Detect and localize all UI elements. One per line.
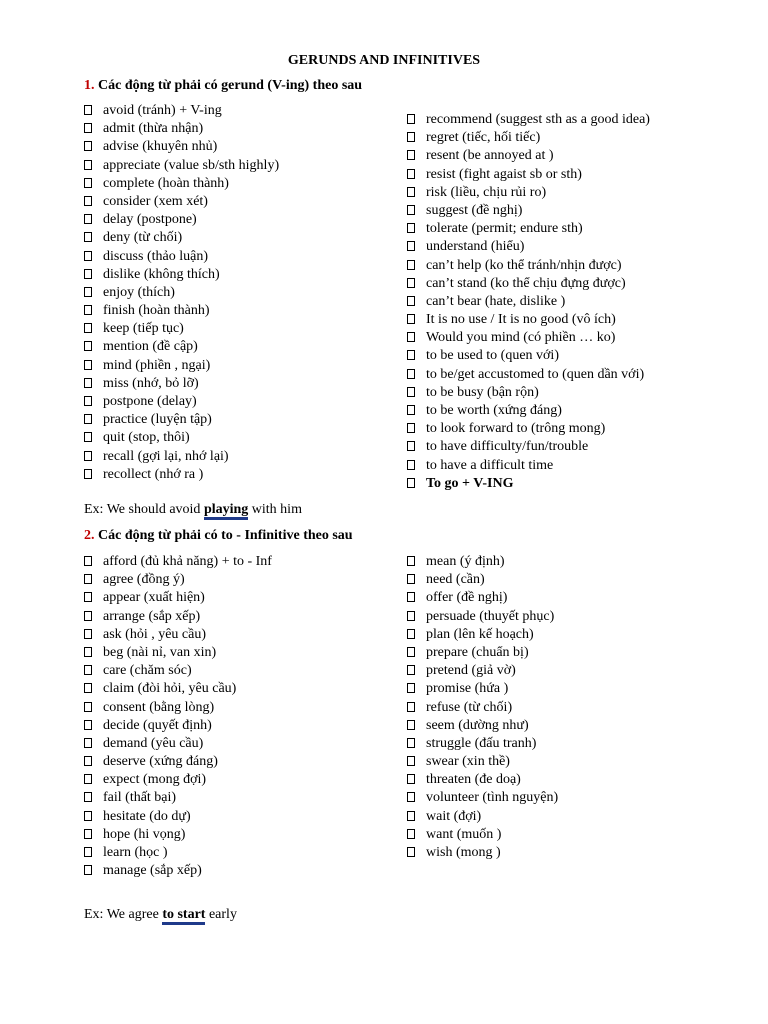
list-item-text: practice (luyện tập) — [103, 412, 212, 428]
section-2-number: 2. — [84, 528, 95, 543]
checkbox-glyph-icon — [407, 132, 415, 142]
list-item-text: learn (học ) — [103, 845, 168, 860]
list-item-text: miss (nhớ, bỏ lỡ) — [103, 375, 199, 391]
list-item — [84, 320, 279, 338]
checkbox-glyph-icon — [84, 847, 92, 857]
checkbox-glyph-icon — [84, 556, 92, 566]
list-item — [84, 717, 272, 735]
checkbox-glyph-icon — [407, 169, 415, 179]
checkbox-glyph-icon — [84, 178, 92, 188]
list-item — [84, 789, 272, 807]
checkbox-glyph-icon — [407, 611, 415, 621]
section-1-heading-text: Các động từ phải có gerund (V-ing) theo sau — [94, 78, 363, 93]
list-item — [84, 771, 272, 789]
example-1-highlight: playing — [204, 502, 248, 520]
checkbox-glyph-icon — [407, 205, 415, 215]
checkbox-glyph-icon — [84, 811, 92, 821]
list-item — [407, 166, 650, 184]
checkbox-glyph-icon — [407, 829, 415, 839]
checkbox-glyph-icon — [407, 423, 415, 433]
list-item-text: to be worth (xứng đáng) — [426, 403, 562, 418]
list-item — [407, 644, 558, 662]
list-item — [84, 120, 279, 138]
list-item — [407, 111, 650, 129]
list-item-text: wait (đợi) — [426, 808, 482, 824]
list-item-text: to be used to (quen với) — [426, 348, 559, 364]
list-item-text: appear (xuất hiện) — [103, 590, 205, 606]
checkbox-glyph-icon — [407, 811, 415, 821]
list-item-text: mind (phiền , ngại) — [103, 357, 211, 373]
list-item — [84, 102, 279, 120]
example-2-highlight: to start — [162, 907, 205, 925]
list-item-text: recollect (nhớ ra ) — [103, 466, 204, 482]
checkbox-glyph-icon — [407, 574, 415, 584]
checkbox-glyph-icon — [84, 214, 92, 224]
list-item-text: care (chăm sóc) — [103, 663, 192, 679]
checkbox-glyph-icon — [84, 574, 92, 584]
list-item-text: to be/get accustomed to (quen dần với) — [426, 366, 645, 382]
checkbox-glyph-icon — [84, 105, 92, 115]
checkbox-glyph-icon — [84, 756, 92, 766]
list-item-text: resent (be annoyed at ) — [426, 148, 554, 164]
checkbox-glyph-icon — [407, 260, 415, 270]
checkbox-glyph-icon — [84, 865, 92, 875]
section-1-example — [84, 502, 302, 518]
list-item-text: can’t stand (ko thể chịu đựng được) — [426, 275, 626, 291]
list-item — [84, 266, 279, 284]
list-item — [84, 302, 279, 320]
list-item-text: persuade (thuyết phục) — [426, 608, 555, 624]
list-item-text: hope (hi vọng) — [103, 826, 186, 842]
list-item-text: suggest (đề nghị) — [426, 202, 523, 218]
list-item-text: resist (fight agaist sb or sth) — [426, 166, 582, 182]
checkbox-glyph-icon — [84, 469, 92, 479]
checkbox-glyph-icon — [84, 792, 92, 802]
list-item-text: admit (thừa nhận) — [103, 121, 204, 137]
section-2-heading-text: Các động từ phải có to - Infinitive theo sau — [94, 528, 353, 543]
list-item-text: tolerate (permit; endure sth) — [426, 221, 583, 237]
list-item-text: want (muốn ) — [426, 826, 502, 842]
list-item — [407, 347, 650, 365]
list-item-text: offer (đề nghị) — [426, 590, 508, 606]
checkbox-glyph-icon — [84, 629, 92, 639]
list-item-text: keep (tiếp tục) — [103, 321, 184, 337]
list-item-text: afford (đủ khả năng) + to - Inf — [103, 554, 272, 569]
checkbox-glyph-icon — [407, 387, 415, 397]
checkbox-glyph-icon — [407, 629, 415, 639]
list-item — [84, 644, 272, 662]
list-item — [407, 589, 558, 607]
list-item-text: consent (bằng lòng) — [103, 699, 215, 715]
list-item — [407, 293, 650, 311]
list-item-text: pretend (giả vờ) — [426, 663, 516, 679]
list-item — [407, 680, 558, 698]
list-item-text: It is no use / It is no good (vô ích) — [426, 312, 616, 328]
list-item-text: mention (đề cập) — [103, 339, 198, 355]
list-item — [407, 238, 650, 256]
list-item-text: appreciate (value sb/sth highly) — [103, 157, 280, 173]
list-item — [407, 384, 650, 402]
checkbox-glyph-icon — [84, 592, 92, 602]
list-item-text: regret (tiếc, hối tiếc) — [426, 130, 541, 146]
list-item — [84, 357, 279, 375]
checkbox-glyph-icon — [84, 774, 92, 784]
checkbox-glyph-icon — [407, 114, 415, 124]
checkbox-glyph-icon — [407, 738, 415, 748]
checkbox-glyph-icon — [407, 350, 415, 360]
checkbox-glyph-icon — [84, 414, 92, 424]
list-item — [407, 366, 650, 384]
section-1-number: 1. — [84, 78, 95, 93]
checkbox-glyph-icon — [84, 251, 92, 261]
list-item — [84, 735, 272, 753]
list-item-text: struggle (đấu tranh) — [426, 735, 537, 751]
checkbox-glyph-icon — [407, 223, 415, 233]
list-item-text: prepare (chuẩn bị) — [426, 644, 529, 660]
list-item — [407, 699, 558, 717]
checkbox-glyph-icon — [84, 141, 92, 151]
list-item-text: manage (sắp xếp) — [103, 863, 202, 879]
list-item — [84, 626, 272, 644]
checkbox-glyph-icon — [407, 187, 415, 197]
list-item — [84, 862, 272, 880]
list-item-text: advise (khuyên nhủ) — [103, 139, 218, 155]
checkbox-glyph-icon — [84, 269, 92, 279]
list-item — [84, 608, 272, 626]
list-item-text: promise (hứa ) — [426, 681, 509, 697]
list-item-text: recommend (suggest sth as a good idea) — [426, 112, 650, 127]
list-item-text: Would you mind (có phiền … ko) — [426, 330, 616, 346]
list-item-text: decide (quyết định) — [103, 717, 212, 733]
list-item — [84, 808, 272, 826]
section-2-left-list — [84, 553, 272, 880]
list-item — [84, 699, 272, 717]
checkbox-glyph-icon — [84, 232, 92, 242]
checkbox-glyph-icon — [84, 451, 92, 461]
checkbox-glyph-icon — [84, 360, 92, 370]
checkbox-glyph-icon — [407, 665, 415, 675]
list-item — [84, 589, 272, 607]
checkbox-glyph-icon — [407, 150, 415, 160]
list-item — [84, 157, 279, 175]
list-item-text: claim (đòi hỏi, yêu cầu) — [103, 681, 237, 697]
checkbox-glyph-icon — [407, 647, 415, 657]
list-item-text: To go + V-ING — [426, 475, 514, 491]
list-item-text: deny (từ chối) — [103, 230, 183, 246]
list-item — [407, 329, 650, 347]
list-item — [407, 275, 650, 293]
checkbox-glyph-icon — [407, 241, 415, 251]
list-item — [407, 553, 558, 571]
checkbox-glyph-icon — [407, 460, 415, 470]
checkbox-glyph-icon — [407, 702, 415, 712]
list-item-text: refuse (từ chối) — [426, 699, 513, 715]
example-2-before: Ex: We agree — [84, 907, 163, 922]
list-item — [84, 175, 279, 193]
page-title: GERUNDS AND INFINITIVES — [287, 53, 481, 68]
list-item — [84, 429, 279, 447]
section-1-left-list — [84, 102, 279, 484]
list-item-text: dislike (không thích) — [103, 266, 220, 282]
list-item — [84, 229, 279, 247]
list-item-text: quit (stop, thôi) — [103, 430, 190, 446]
checkbox-glyph-icon — [84, 378, 92, 388]
section-1-heading — [84, 78, 362, 94]
checkbox-glyph-icon — [407, 278, 415, 288]
list-item-text: expect (mong đợi) — [103, 772, 207, 788]
list-item-text: fail (thất bại) — [103, 790, 177, 806]
list-item-text: hesitate (do dự) — [103, 808, 191, 824]
checkbox-glyph-icon — [84, 196, 92, 206]
list-item-text: to be busy (bận rộn) — [426, 384, 539, 400]
checkbox-glyph-icon — [84, 432, 92, 442]
list-item-text: to look forward to (trông mong) — [426, 421, 606, 437]
list-item — [407, 311, 650, 329]
checkbox-glyph-icon — [84, 683, 92, 693]
section-2-example — [84, 907, 237, 923]
list-item — [407, 475, 650, 493]
list-item — [407, 771, 558, 789]
list-item — [407, 662, 558, 680]
list-item-text: can’t help (ko thể tránh/nhịn được) — [426, 257, 622, 273]
checkbox-glyph-icon — [407, 592, 415, 602]
list-item-text: postpone (delay) — [103, 394, 197, 409]
checkbox-glyph-icon — [84, 305, 92, 315]
list-item-text: ask (hỏi , yêu cầu) — [103, 626, 207, 642]
checkbox-glyph-icon — [407, 683, 415, 693]
list-item — [84, 284, 279, 302]
list-item-text: finish (hoàn thành) — [103, 303, 210, 319]
checkbox-glyph-icon — [84, 829, 92, 839]
checkbox-glyph-icon — [407, 478, 415, 488]
list-item — [84, 662, 272, 680]
checkbox-glyph-icon — [407, 556, 415, 566]
list-item — [407, 717, 558, 735]
list-item — [407, 571, 558, 589]
section-2-right-list — [407, 553, 558, 862]
list-item — [84, 338, 279, 356]
list-item-text: discuss (thảo luận) — [103, 248, 208, 264]
list-item-text: arrange (sắp xếp) — [103, 608, 201, 624]
list-item — [407, 420, 650, 438]
list-item-text: swear (xin thề) — [426, 754, 510, 770]
list-item — [407, 626, 558, 644]
list-item-text: mean (ý định) — [426, 554, 505, 569]
list-item-text: threaten (đe doạ) — [426, 772, 521, 788]
list-item-text: seem (dường như) — [426, 717, 529, 733]
checkbox-glyph-icon — [84, 160, 92, 170]
list-item-text: can’t bear (hate, dislike ) — [426, 293, 566, 309]
list-item — [407, 184, 650, 202]
checkbox-glyph-icon — [84, 323, 92, 333]
list-item — [407, 257, 650, 275]
checkbox-glyph-icon — [84, 720, 92, 730]
checkbox-glyph-icon — [84, 396, 92, 406]
list-item — [84, 466, 279, 484]
checkbox-glyph-icon — [407, 405, 415, 415]
section-2-heading — [84, 528, 353, 544]
list-item-text: to have difficulty/fun/trouble — [426, 439, 589, 455]
list-item-text: to have a difficult time — [426, 457, 554, 473]
list-item — [84, 411, 279, 429]
list-item — [84, 571, 272, 589]
example-1-after: with him — [248, 502, 302, 517]
list-item — [407, 808, 558, 826]
list-item-text: beg (nài nỉ, van xin) — [103, 644, 217, 660]
checkbox-glyph-icon — [84, 738, 92, 748]
list-item — [407, 789, 558, 807]
list-item — [407, 608, 558, 626]
checkbox-glyph-icon — [407, 774, 415, 784]
list-item — [84, 393, 279, 411]
list-item-text: volunteer (tình nguyện) — [426, 790, 559, 806]
checkbox-glyph-icon — [407, 369, 415, 379]
example-2-after: early — [205, 907, 237, 922]
checkbox-glyph-icon — [84, 647, 92, 657]
list-item — [84, 553, 272, 571]
list-item — [84, 211, 279, 229]
list-item-text: need (cần) — [426, 572, 485, 588]
checkbox-glyph-icon — [84, 287, 92, 297]
checkbox-glyph-icon — [84, 123, 92, 133]
list-item-text: avoid (tránh) + V-ing — [103, 103, 222, 118]
list-item-text: recall (gợi lại, nhớ lại) — [103, 448, 229, 464]
list-item-text: consider (xem xét) — [103, 193, 208, 209]
list-item-text: enjoy (thích) — [103, 284, 175, 300]
checkbox-glyph-icon — [84, 341, 92, 351]
checkbox-glyph-icon — [84, 665, 92, 675]
list-item-text: plan (lên kế hoạch) — [426, 626, 534, 642]
checkbox-glyph-icon — [407, 792, 415, 802]
list-item-text: understand (hiểu) — [426, 239, 525, 255]
list-item — [84, 844, 272, 862]
list-item — [84, 448, 279, 466]
checkbox-glyph-icon — [84, 611, 92, 621]
list-item — [84, 138, 279, 156]
section-1-right-list — [407, 111, 650, 493]
checkbox-glyph-icon — [84, 702, 92, 712]
list-item — [407, 438, 650, 456]
checkbox-glyph-icon — [407, 332, 415, 342]
list-item — [84, 680, 272, 698]
list-item — [84, 753, 272, 771]
checkbox-glyph-icon — [407, 296, 415, 306]
list-item — [407, 826, 558, 844]
list-item — [84, 193, 279, 211]
list-item — [84, 826, 272, 844]
list-item-text: agree (đồng ý) — [103, 572, 185, 588]
list-item-text: wish (mong ) — [426, 845, 501, 860]
list-item-text: complete (hoàn thành) — [103, 175, 229, 191]
list-item — [84, 375, 279, 393]
list-item-text: delay (postpone) — [103, 212, 197, 228]
list-item — [407, 147, 650, 165]
list-item — [407, 202, 650, 220]
list-item-text: demand (yêu cầu) — [103, 735, 204, 751]
list-item-text: risk (liều, chịu rủi ro) — [426, 184, 547, 200]
list-item — [407, 844, 558, 862]
example-1-before: Ex: We should avoid — [84, 502, 204, 517]
checkbox-glyph-icon — [407, 720, 415, 730]
checkbox-glyph-icon — [407, 314, 415, 324]
list-item — [84, 248, 279, 266]
checkbox-glyph-icon — [407, 441, 415, 451]
list-item — [407, 753, 558, 771]
list-item — [407, 129, 650, 147]
checkbox-glyph-icon — [407, 756, 415, 766]
list-item-text: deserve (xứng đáng) — [103, 754, 218, 770]
checkbox-glyph-icon — [407, 847, 415, 857]
list-item — [407, 457, 650, 475]
list-item — [407, 735, 558, 753]
list-item — [407, 402, 650, 420]
list-item — [407, 220, 650, 238]
